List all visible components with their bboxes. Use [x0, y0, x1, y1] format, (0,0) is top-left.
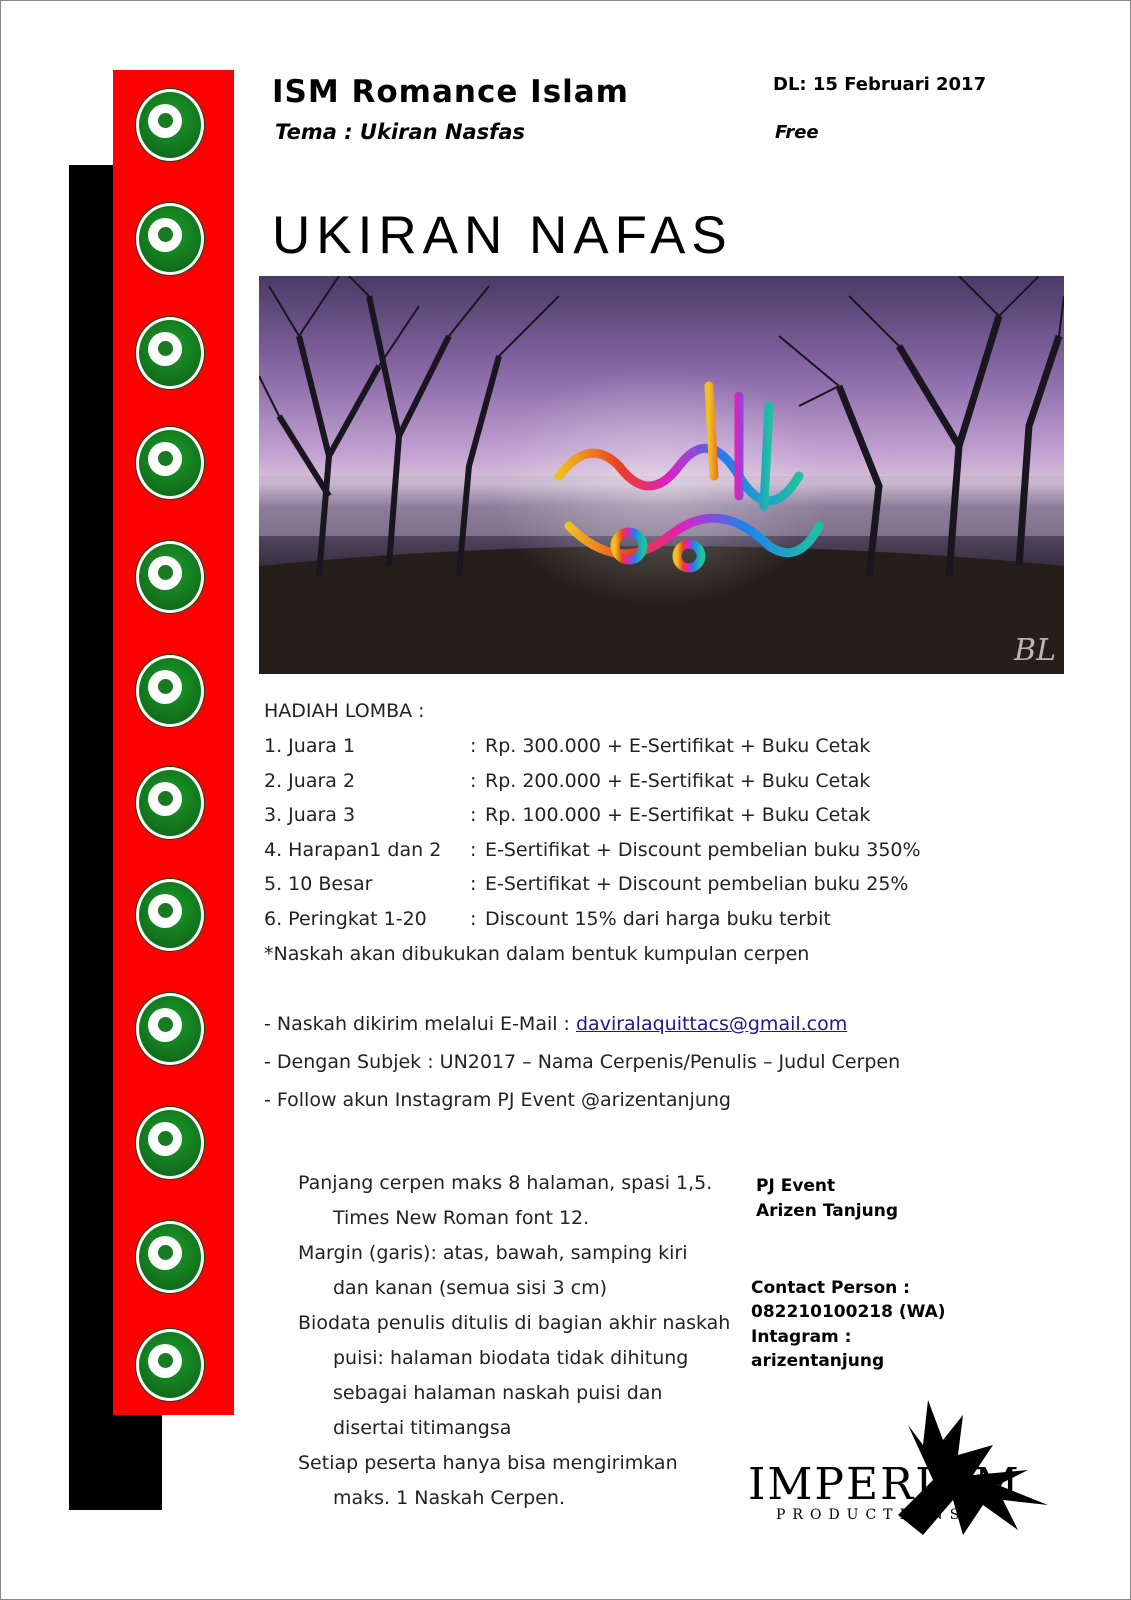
- trees-right: [839, 316, 1059, 576]
- green-circle-icon: [136, 427, 204, 499]
- circle-dot: [158, 565, 173, 580]
- prize-row: [264, 770, 1024, 800]
- prize-reward: Rp. 100.000 + E-Sertifikat + Buku Cetak: [485, 804, 871, 826]
- circle-ring: [148, 894, 182, 928]
- circle-dot: [158, 903, 173, 918]
- price-label: Free: [775, 122, 819, 143]
- prize-rank: 4. Harapan1 dan 2: [264, 838, 442, 861]
- prize-reward: Rp. 300.000 + E-Sertifikat + Buku Cetak: [485, 735, 871, 757]
- contact-phone: 082210100218 (WA): [751, 1302, 946, 1322]
- prize-row: [264, 873, 1024, 903]
- prize-separator: :: [470, 804, 477, 826]
- circle-dot: [158, 227, 173, 242]
- circle-dot: [158, 1353, 173, 1368]
- circle-dot: [158, 1017, 173, 1032]
- pj-event-name: Arizen Tanjung: [756, 1201, 898, 1221]
- circle-ring: [148, 1344, 182, 1378]
- green-circle-icon: [136, 1221, 204, 1293]
- rule-item: [298, 1166, 712, 1236]
- rule-item: [298, 1306, 730, 1446]
- logo-subtext: PRODUCTIONS: [776, 1507, 967, 1523]
- email-instruction: [264, 1013, 847, 1035]
- rule-text: Margin (garis): atas, bawah, samping kiri: [298, 1242, 688, 1264]
- prize-rank: 2. Juara 2: [264, 769, 356, 792]
- rule-item: [298, 1236, 688, 1306]
- hero-illustration: [259, 276, 1064, 674]
- event-title: ISM Romance Islam: [272, 74, 629, 110]
- circle-ring: [148, 1236, 182, 1270]
- subject-instruction: - Dengan Subjek : UN2017 – Nama Cerpenis/Penulis – Judul Cerpen: [264, 1051, 901, 1073]
- rule-text-continued: sebagai halaman naskah puisi dan: [333, 1382, 663, 1404]
- instagram-instruction: - Follow akun Instagram PJ Event @arizentanjung: [264, 1089, 731, 1111]
- circle-ring: [148, 104, 182, 138]
- hero-image: [259, 276, 1064, 674]
- green-circle-icon: [136, 203, 204, 275]
- circle-ring: [148, 1122, 182, 1156]
- circle-ring: [148, 670, 182, 704]
- green-circle-icon: [136, 89, 204, 161]
- prize-row: [264, 908, 1024, 938]
- rule-text: Panjang cerpen maks 8 halaman, spasi 1,5.: [298, 1172, 713, 1194]
- email-link[interactable]: daviralaquittacs@gmail.com: [576, 1013, 848, 1035]
- rule-item: [298, 1446, 678, 1516]
- circle-ring: [148, 218, 182, 252]
- rule-text-continued: maks. 1 Naskah Cerpen.: [333, 1487, 566, 1509]
- email-instruction-text: - Naskah dikirim melalui E-Mail :: [264, 1013, 576, 1035]
- prize-reward: Rp. 200.000 + E-Sertifikat + Buku Cetak: [485, 769, 871, 792]
- contact-person-label: Contact Person :: [751, 1278, 910, 1298]
- rule-text-continued: dan kanan (semua sisi 3 cm): [333, 1277, 607, 1299]
- green-circle-icon: [136, 1329, 204, 1401]
- instagram-label: Intagram :: [751, 1327, 852, 1347]
- prize-rank: 5. 10 Besar: [264, 873, 373, 895]
- circle-ring: [148, 556, 182, 590]
- prize-reward: E-Sertifikat + Discount pembelian buku 350%: [485, 838, 921, 861]
- circle-dot: [158, 341, 173, 356]
- pj-event-label: PJ Event: [756, 1176, 836, 1196]
- prize-separator: :: [470, 735, 477, 757]
- green-circle-icon: [136, 879, 204, 951]
- prize-separator: :: [470, 838, 477, 861]
- green-circle-icon: [136, 541, 204, 613]
- green-circle-icon: [136, 1107, 204, 1179]
- prize-reward: Discount 15% dari harga buku terbit: [485, 907, 831, 930]
- prize-rank: 1. Juara 1: [264, 735, 356, 757]
- circle-dot: [158, 1131, 173, 1146]
- prize-row: [264, 839, 1024, 869]
- circle-dot: [158, 791, 173, 806]
- prize-row: [264, 735, 1024, 765]
- circle-ring: [148, 782, 182, 816]
- green-circle-icon: [136, 655, 204, 727]
- imperium-logo: [748, 1385, 1068, 1545]
- main-title: UKIRAN NAFAS: [272, 206, 733, 265]
- rule-text: Biodata penulis ditulis di bagian akhir naskah: [298, 1312, 731, 1334]
- circle-ring: [148, 332, 182, 366]
- rule-text-continued: puisi: halaman biodata tidak dihitung: [333, 1347, 689, 1369]
- circle-ring: [148, 1008, 182, 1042]
- event-theme: Tema : Ukiran Nasfas: [275, 120, 525, 144]
- circle-dot: [158, 451, 173, 466]
- prize-rank: 3. Juara 3: [264, 804, 356, 826]
- circle-dot: [158, 1245, 173, 1260]
- green-circle-icon: [136, 767, 204, 839]
- prize-reward: E-Sertifikat + Discount pembelian buku 25%: [485, 873, 909, 895]
- instagram-handle: arizentanjung: [751, 1351, 885, 1371]
- green-circle-icon: [136, 993, 204, 1065]
- prize-note: *Naskah akan dibukukan dalam bentuk kumpulan cerpen: [264, 943, 810, 965]
- rule-text: Setiap peserta hanya bisa mengirimkan: [298, 1452, 678, 1474]
- logo-text: IMPERIUM: [748, 1459, 1021, 1510]
- hero-watermark: BL: [1014, 633, 1056, 668]
- circle-dot: [158, 679, 173, 694]
- rule-text-continued: Times New Roman font 12.: [333, 1207, 590, 1229]
- prize-separator: :: [470, 873, 477, 895]
- prize-separator: :: [470, 769, 477, 792]
- rule-text-continued: disertai titimangsa: [333, 1417, 512, 1439]
- prize-rank: 6. Peringkat 1-20: [264, 907, 427, 930]
- deadline: DL: 15 Februari 2017: [773, 74, 987, 95]
- circle-dot: [158, 113, 173, 128]
- prize-row: [264, 804, 1024, 834]
- prize-separator: :: [470, 907, 477, 930]
- green-circle-icon: [136, 317, 204, 389]
- circle-ring: [148, 442, 182, 476]
- prize-heading: HADIAH LOMBA :: [264, 700, 425, 722]
